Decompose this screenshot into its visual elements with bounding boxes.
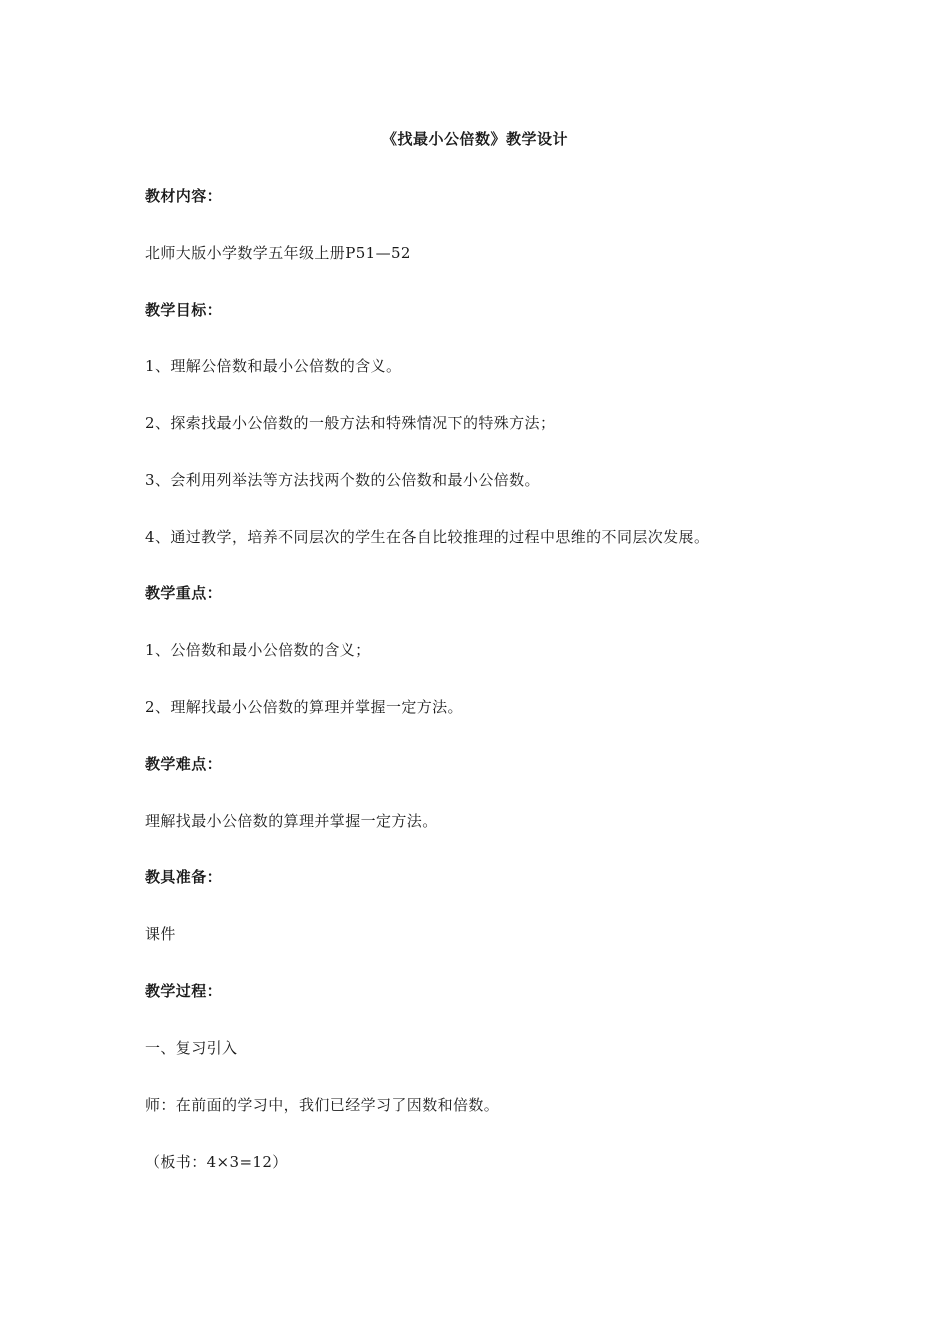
process-line: （板书：4×3=12） (145, 1153, 288, 1171)
difficulty-heading: 教学难点： (145, 755, 223, 773)
key-point-item: 2、理解找最小公倍数的算理并掌握一定方法。 (145, 698, 463, 716)
goal-item: 3、会利用列举法等方法找两个数的公倍数和最小公倍数。 (145, 471, 540, 489)
goals-heading: 教学目标： (145, 301, 223, 319)
difficulty-text: 理解找最小公倍数的算理并掌握一定方法。 (145, 812, 438, 830)
content-text: 北师大版小学数学五年级上册P51—52 (145, 244, 411, 262)
goal-item: 4、通过教学，培养不同层次的学生在各自比较推理的过程中思维的不同层次发展。 (145, 528, 710, 546)
goal-item: 2、探索找最小公倍数的一般方法和特殊情况下的特殊方法； (145, 414, 556, 432)
tools-text: 课件 (145, 925, 176, 943)
key-points-heading: 教学重点： (145, 584, 223, 602)
key-point-item: 1、公倍数和最小公倍数的含义； (145, 641, 371, 659)
process-heading: 教学过程： (145, 982, 223, 1000)
process-line: 师：在前面的学习中，我们已经学习了因数和倍数。 (145, 1096, 500, 1114)
document-title: 《找最小公倍数》教学设计 (381, 130, 568, 148)
content-heading: 教材内容： (145, 187, 223, 205)
goal-item: 1、理解公倍数和最小公倍数的含义。 (145, 357, 402, 375)
process-line: 一、复习引入 (145, 1039, 238, 1057)
tools-heading: 教具准备： (145, 868, 223, 886)
